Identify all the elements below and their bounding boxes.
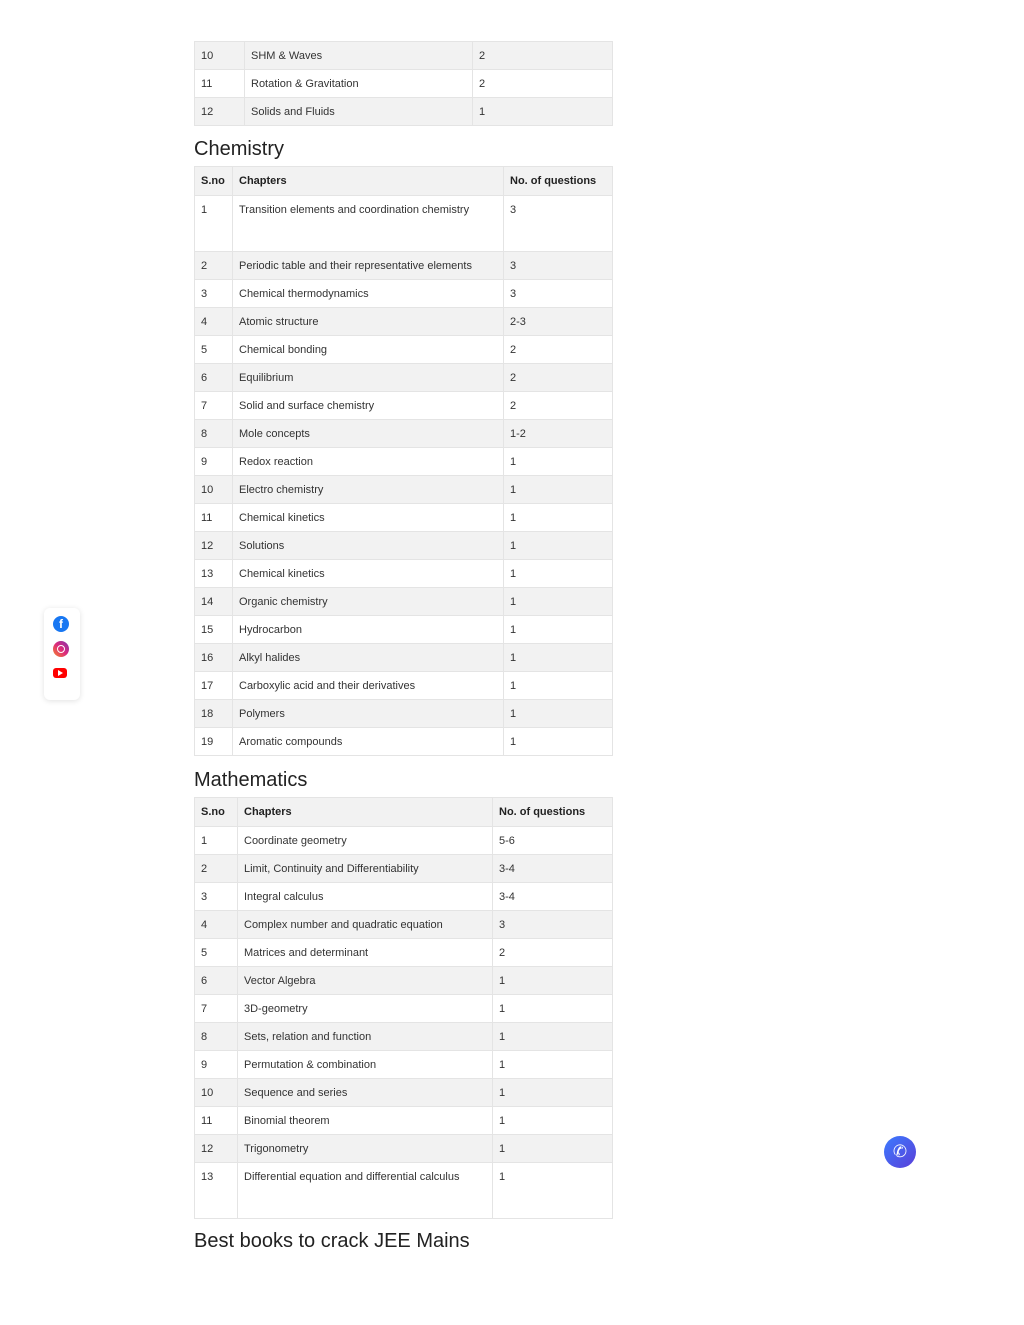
table-row [195, 70, 613, 98]
row-chapter: Hydrocarbon [233, 616, 504, 644]
row-sno: 17 [195, 672, 233, 700]
row-sno: 18 [195, 700, 233, 728]
table-row [195, 827, 613, 855]
table-row [195, 1163, 613, 1219]
row-chapter: Alkyl halides [233, 644, 504, 672]
row-chapter: Polymers [233, 700, 504, 728]
row-sno: 5 [195, 939, 238, 967]
table-row [195, 883, 613, 911]
table-row [195, 308, 613, 336]
row-chapter: Aromatic compounds [233, 728, 504, 756]
table-row [195, 364, 613, 392]
row-question-count: 1 [504, 728, 613, 756]
row-sno: 19 [195, 728, 233, 756]
row-chapter: SHM & Waves [245, 42, 473, 70]
row-question-count: 1 [504, 588, 613, 616]
row-chapter: Solids and Fluids [245, 98, 473, 126]
row-question-count: 1 [504, 644, 613, 672]
row-question-count: 1 [493, 1163, 613, 1219]
row-question-count: 1 [493, 1135, 613, 1163]
row-sno: 10 [195, 476, 233, 504]
row-sno: 13 [195, 560, 233, 588]
row-chapter: Organic chemistry [233, 588, 504, 616]
mathematics-table-body [195, 827, 613, 1219]
table-row [195, 196, 613, 252]
chemistry-header-row [195, 167, 613, 196]
row-sno: 6 [195, 364, 233, 392]
chemistry-table [194, 166, 613, 756]
row-sno: 16 [195, 644, 233, 672]
table-row [195, 939, 613, 967]
row-chapter: Sequence and series [238, 1079, 493, 1107]
row-question-count: 2 [504, 364, 613, 392]
row-question-count: 2 [473, 42, 613, 70]
chemistry-heading: Chemistry [194, 138, 285, 160]
row-sno: 12 [195, 1135, 238, 1163]
table-row [195, 728, 613, 756]
row-question-count: 1 [473, 98, 613, 126]
row-sno: 15 [195, 616, 233, 644]
table-row [195, 336, 613, 364]
facebook-icon[interactable]: f [53, 616, 69, 632]
instagram-icon[interactable] [53, 641, 69, 657]
mathematics-table [194, 797, 613, 1219]
row-question-count: 2-3 [504, 308, 613, 336]
column-header-sno: S.no [195, 167, 233, 196]
row-chapter: Sets, relation and function [238, 1023, 493, 1051]
row-sno: 8 [195, 420, 233, 448]
row-chapter: Solid and surface chemistry [233, 392, 504, 420]
row-sno: 6 [195, 967, 238, 995]
table-row [195, 995, 613, 1023]
table-row [195, 252, 613, 280]
row-question-count: 1 [493, 1023, 613, 1051]
row-sno: 11 [195, 70, 245, 98]
mathematics-header-row [195, 798, 613, 827]
row-sno: 2 [195, 252, 233, 280]
best-books-heading: Best books to crack JEE Mains [194, 1230, 470, 1252]
row-sno: 10 [195, 42, 245, 70]
row-chapter: Limit, Continuity and Differentiability [238, 855, 493, 883]
row-question-count: 2 [473, 70, 613, 98]
row-question-count: 3 [504, 196, 613, 252]
row-chapter: Periodic table and their representative elements [233, 252, 504, 280]
row-sno: 2 [195, 855, 238, 883]
table-row [195, 98, 613, 126]
row-question-count: 3-4 [493, 855, 613, 883]
row-sno: 4 [195, 911, 238, 939]
row-sno: 1 [195, 827, 238, 855]
row-chapter: Chemical kinetics [233, 560, 504, 588]
row-sno: 7 [195, 995, 238, 1023]
row-chapter: Chemical bonding [233, 336, 504, 364]
row-sno: 10 [195, 1079, 238, 1107]
row-sno: 4 [195, 308, 233, 336]
row-sno: 13 [195, 1163, 238, 1219]
physics-table [194, 41, 613, 126]
row-chapter: Transition elements and coordination chemistry [233, 196, 504, 252]
row-question-count: 1 [504, 700, 613, 728]
row-question-count: 1 [504, 560, 613, 588]
row-question-count: 2 [504, 392, 613, 420]
row-chapter: Redox reaction [233, 448, 504, 476]
row-chapter: Permutation & combination [238, 1051, 493, 1079]
row-question-count: 1 [493, 967, 613, 995]
row-question-count: 3 [493, 911, 613, 939]
table-row [195, 672, 613, 700]
row-sno: 11 [195, 504, 233, 532]
row-chapter: Differential equation and differential calculus [238, 1163, 493, 1219]
row-sno: 11 [195, 1107, 238, 1135]
table-row [195, 448, 613, 476]
row-question-count: 1 [504, 672, 613, 700]
row-chapter: Integral calculus [238, 883, 493, 911]
table-row [195, 392, 613, 420]
table-row [195, 476, 613, 504]
row-chapter: Atomic structure [233, 308, 504, 336]
table-row [195, 644, 613, 672]
row-question-count: 1 [493, 1107, 613, 1135]
column-header-chapters: Chapters [233, 167, 504, 196]
row-sno: 9 [195, 448, 233, 476]
row-chapter: Mole concepts [233, 420, 504, 448]
table-row [195, 1051, 613, 1079]
table-row [195, 1023, 613, 1051]
table-row [195, 1107, 613, 1135]
row-sno: 7 [195, 392, 233, 420]
row-question-count: 1 [504, 532, 613, 560]
main-content [194, 0, 613, 1253]
row-sno: 14 [195, 588, 233, 616]
row-chapter: Carboxylic acid and their derivatives [233, 672, 504, 700]
row-chapter: Chemical thermodynamics [233, 280, 504, 308]
row-sno: 12 [195, 532, 233, 560]
row-question-count: 3-4 [493, 883, 613, 911]
row-question-count: 2 [493, 939, 613, 967]
row-chapter: Equilibrium [233, 364, 504, 392]
table-row [195, 855, 613, 883]
call-chat-button[interactable] [884, 1136, 916, 1168]
table-row [195, 967, 613, 995]
row-chapter: Matrices and determinant [238, 939, 493, 967]
table-row [195, 1079, 613, 1107]
table-row [195, 1135, 613, 1163]
physics-table-body [195, 42, 613, 126]
table-row [195, 911, 613, 939]
row-sno: 12 [195, 98, 245, 126]
row-chapter: Binomial theorem [238, 1107, 493, 1135]
column-header-questions: No. of questions [504, 167, 613, 196]
row-question-count: 1-2 [504, 420, 613, 448]
row-sno: 1 [195, 196, 233, 252]
row-question-count: 3 [504, 280, 613, 308]
row-chapter: Chemical kinetics [233, 504, 504, 532]
row-sno: 3 [195, 883, 238, 911]
row-question-count: 1 [504, 616, 613, 644]
column-header-chapters: Chapters [238, 798, 493, 827]
row-question-count: 1 [504, 504, 613, 532]
row-question-count: 5-6 [493, 827, 613, 855]
table-row [195, 532, 613, 560]
row-question-count: 1 [493, 1079, 613, 1107]
column-header-sno: S.no [195, 798, 238, 827]
table-row [195, 700, 613, 728]
table-row [195, 420, 613, 448]
mathematics-heading: Mathematics [194, 769, 308, 791]
row-question-count: 1 [493, 1051, 613, 1079]
table-row [195, 588, 613, 616]
row-sno: 5 [195, 336, 233, 364]
row-sno: 9 [195, 1051, 238, 1079]
table-row [195, 504, 613, 532]
chemistry-table-body [195, 196, 613, 756]
table-row [195, 560, 613, 588]
row-sno: 3 [195, 280, 233, 308]
table-row [195, 616, 613, 644]
phone-chat-icon: ✆ [892, 1142, 908, 1161]
row-sno: 8 [195, 1023, 238, 1051]
row-chapter: 3D-geometry [238, 995, 493, 1023]
row-question-count: 2 [504, 336, 613, 364]
row-question-count: 1 [504, 476, 613, 504]
row-chapter: Trigonometry [238, 1135, 493, 1163]
row-chapter: Vector Algebra [238, 967, 493, 995]
table-row [195, 42, 613, 70]
row-question-count: 3 [504, 252, 613, 280]
row-chapter: Solutions [233, 532, 504, 560]
row-chapter: Complex number and quadratic equation [238, 911, 493, 939]
row-chapter: Electro chemistry [233, 476, 504, 504]
row-chapter: Rotation & Gravitation [245, 70, 473, 98]
row-question-count: 1 [504, 448, 613, 476]
row-chapter: Coordinate geometry [238, 827, 493, 855]
column-header-questions: No. of questions [493, 798, 613, 827]
row-question-count: 1 [493, 995, 613, 1023]
social-share-bar [44, 608, 80, 700]
youtube-icon[interactable] [53, 668, 67, 678]
table-row [195, 280, 613, 308]
